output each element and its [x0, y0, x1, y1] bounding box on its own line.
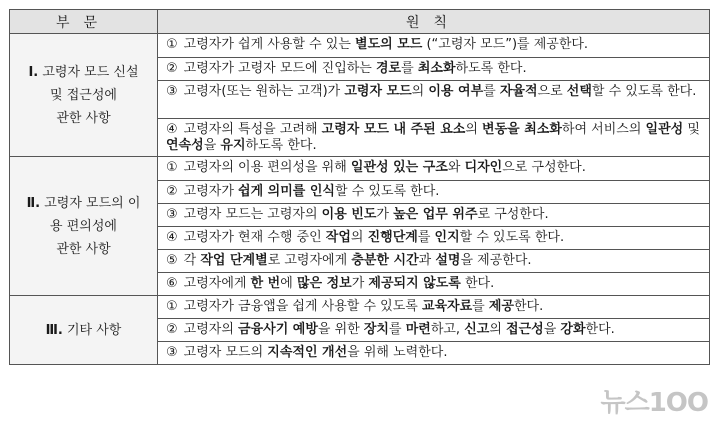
watermark-logo: 뉴스1OO	[600, 388, 708, 418]
emphasis-text: 최소화	[417, 61, 456, 76]
emphasis-text: 인지	[434, 230, 460, 245]
emphasis-text: 마련	[405, 322, 431, 337]
emphasis-text: 고령자 모드 내 주된 요소	[321, 122, 466, 137]
emphasis-text: 별도의 모드	[355, 37, 423, 52]
plain-text: 및	[683, 122, 700, 137]
item-number: ⑥	[166, 276, 178, 291]
header-row	[10, 10, 710, 34]
category-numeral: Ⅰ.	[28, 64, 39, 80]
item-number: ⑤	[166, 253, 178, 268]
plain-text: 한다.	[585, 322, 615, 337]
plain-text: 고령자의	[183, 322, 239, 337]
emphasis-text: 교육자료	[421, 299, 473, 314]
category-title-line: 관한 사항	[56, 110, 111, 126]
category-title-line: 고령자 모드의 이	[44, 195, 141, 211]
item-number: ①	[166, 160, 178, 175]
plain-text: 고령자가 쉽게 사용할 수 있는	[183, 37, 356, 52]
category-title-line: 관한 사항	[56, 241, 111, 257]
principle-text	[158, 181, 710, 204]
principle-row	[10, 157, 710, 181]
plain-text: 한다.	[460, 276, 495, 291]
principle-text	[158, 81, 710, 119]
principle-text	[158, 157, 710, 181]
emphasis-text: 작업 단계별	[200, 253, 268, 268]
principle-text	[158, 34, 710, 58]
category-cell	[10, 157, 158, 296]
principle-text	[158, 204, 710, 227]
emphasis-text: 유지	[220, 138, 246, 153]
plain-text: 의	[489, 322, 507, 337]
emphasis-text: 일관성 있는 구조	[350, 160, 448, 175]
plain-text: 고령자가 현재 수행 중인	[183, 230, 326, 245]
item-number: ①	[166, 299, 178, 314]
emphasis-text: 일관성	[645, 122, 684, 137]
principle-text	[158, 273, 710, 296]
plain-text: 고령자가	[183, 184, 239, 199]
plain-text: 으로	[537, 84, 567, 99]
plain-text: 으로 구성한다.	[502, 160, 586, 175]
category-title-line: 고령자 모드 신설	[42, 64, 139, 80]
plain-text: 하도록 한다.	[455, 61, 527, 76]
emphasis-text: 많은 정보	[296, 276, 352, 291]
plain-text: 할 수 있도록 한다.	[591, 84, 697, 99]
item-number: ④	[166, 230, 178, 245]
emphasis-text: 충분한 시간	[351, 253, 419, 268]
plain-text: 하고,	[430, 322, 465, 337]
plain-text: 의	[465, 122, 483, 137]
emphasis-text: 접근성	[506, 322, 544, 337]
emphasis-text: 설명	[435, 253, 461, 268]
item-number: ③	[166, 84, 178, 99]
header-principle: 원칙	[158, 10, 710, 34]
plain-text: 가	[351, 276, 369, 291]
plain-text: (“고령자 모드”)를 제공한다.	[422, 37, 589, 52]
plain-text: 를	[417, 230, 435, 245]
plain-text: 하여 서비스의	[561, 122, 646, 137]
plain-text: 의	[411, 84, 429, 99]
emphasis-text: 경로	[376, 61, 402, 76]
principle-text	[158, 296, 710, 319]
emphasis-text: 높은 업무 위주	[393, 207, 478, 222]
emphasis-text: 선택	[566, 84, 592, 99]
item-number: ②	[166, 61, 178, 76]
plain-text: 고령자 모드는 고령자의	[183, 207, 322, 222]
plain-text: 을 위해 노력한다.	[347, 345, 448, 360]
category-title-line: 및 접근성에	[50, 87, 117, 103]
plain-text: 고령자에게	[183, 276, 251, 291]
plain-text: 고령자의 이용 편의성을 위해	[183, 160, 351, 175]
plain-text: 한다.	[514, 299, 544, 314]
emphasis-text: 금융사기 예방	[238, 322, 318, 337]
plain-text: 을	[203, 138, 221, 153]
emphasis-text: 제공	[488, 299, 514, 314]
emphasis-text: 지속적인 개선	[267, 345, 348, 360]
plain-text: 할 수 있도록 한다.	[335, 184, 440, 199]
item-number: ④	[166, 122, 178, 137]
principle-text	[158, 250, 710, 273]
plain-text: 가	[376, 207, 394, 222]
plain-text: 을	[543, 322, 561, 337]
emphasis-text: 신고	[464, 322, 490, 337]
emphasis-text: 변동을 최소화	[482, 122, 562, 137]
header-category: 부문	[10, 10, 158, 34]
emphasis-text: 이용 빈도	[321, 207, 377, 222]
category-numeral: Ⅱ.	[26, 195, 41, 211]
plain-text: 을 위한	[317, 322, 364, 337]
emphasis-text: 고령자 모드	[344, 84, 412, 99]
plain-text: 을 제공한다.	[460, 253, 532, 268]
emphasis-text: 쉽게 의미를 인식	[238, 184, 335, 199]
plain-text: 를	[483, 84, 500, 99]
plain-text: 로 고령자에게	[267, 253, 352, 268]
emphasis-text: 디자인	[464, 160, 503, 175]
principle-text	[158, 319, 710, 342]
plain-text: 각	[183, 253, 201, 268]
plain-text: 고령자가 금융앱을 쉽게 사용할 수 있도록	[183, 299, 422, 314]
plain-text: 하도록 한다.	[245, 138, 317, 153]
plain-text: 에	[280, 276, 297, 291]
plain-text: 의	[350, 230, 368, 245]
item-number: ①	[166, 37, 178, 52]
principle-text	[158, 119, 710, 157]
category-title-line: 기타 사항	[67, 322, 122, 338]
category-cell	[10, 34, 158, 157]
plain-text: 과	[418, 253, 436, 268]
emphasis-text: 한 번	[250, 276, 281, 291]
plain-text: 와	[447, 160, 465, 175]
plain-text: 로 구성한다.	[477, 207, 549, 222]
category-numeral: Ⅲ.	[45, 322, 63, 338]
emphasis-text: 강화	[560, 322, 586, 337]
plain-text: 고령자가 고령자 모드에 진입하는	[183, 61, 376, 76]
item-number: ③	[166, 207, 178, 222]
plain-text: 고령자(또는 원하는 고객)가	[183, 84, 345, 99]
category-title-line: 용 편의성에	[50, 218, 117, 234]
emphasis-text: 장치	[363, 322, 389, 337]
category-cell	[10, 296, 158, 365]
principle-text	[158, 58, 710, 81]
item-number: ②	[166, 322, 178, 337]
plain-text: 할 수 있도록 한다.	[459, 230, 565, 245]
principles-table	[9, 9, 710, 365]
plain-text: 고령자 모드의	[183, 345, 268, 360]
emphasis-text: 제공되지 않도록	[368, 276, 461, 291]
emphasis-text: 작업	[325, 230, 351, 245]
emphasis-text: 이용 여부	[428, 84, 484, 99]
item-number: ③	[166, 345, 178, 360]
emphasis-text: 진행단계	[367, 230, 418, 245]
principle-text	[158, 342, 710, 365]
plain-text: 를	[401, 61, 418, 76]
item-number: ②	[166, 184, 178, 199]
principle-text	[158, 227, 710, 250]
plain-text: 를	[388, 322, 406, 337]
plain-text: 를	[472, 299, 489, 314]
emphasis-text: 연속성	[166, 138, 204, 153]
plain-text: 고령자의 특성을 고려해	[183, 122, 322, 137]
emphasis-text: 자율적	[499, 84, 538, 99]
principle-row	[10, 296, 710, 319]
principle-row	[10, 34, 710, 58]
